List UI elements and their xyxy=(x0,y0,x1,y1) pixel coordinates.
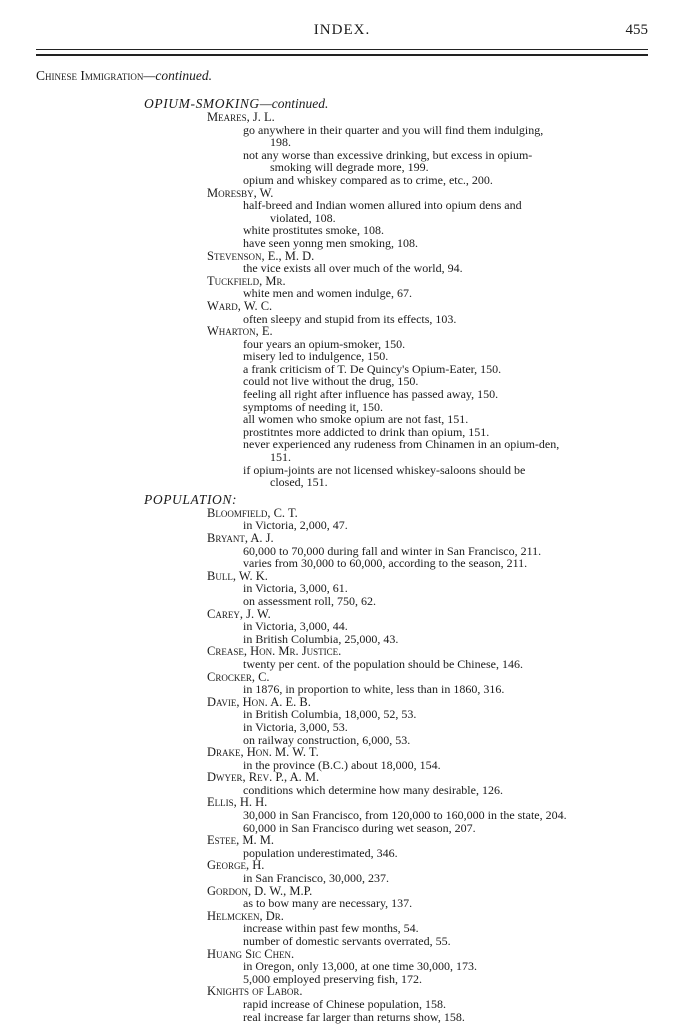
entry-line-continuation: closed, 151. xyxy=(270,475,328,490)
section-title xyxy=(144,493,684,507)
entry-name: Drake, Hon. M. W. T. xyxy=(207,745,319,760)
entry-name: Moresby, W. xyxy=(207,185,274,200)
entry-line xyxy=(0,759,684,772)
entry-name: George, H. xyxy=(207,858,265,873)
entry-line-continuation: 151. xyxy=(270,450,291,465)
index-entry xyxy=(0,325,684,489)
entry-line-continuation: violated, 108. xyxy=(270,210,336,225)
entry-line xyxy=(0,822,684,835)
entry-name: Carey, J. W. xyxy=(207,606,271,621)
entry-name: Estee, M. M. xyxy=(207,833,274,848)
entry-line-text: 5,000 employed preserving fish, 172. xyxy=(243,971,422,986)
entry-line xyxy=(0,847,684,860)
entry-line xyxy=(0,262,684,275)
entry-line-text: often sleepy and stupid from its effects, 103. xyxy=(243,311,457,326)
entry-line-text: in British Columbia, 25,000, 43. xyxy=(243,631,399,646)
index-entry xyxy=(0,570,684,608)
entry-line xyxy=(0,973,684,986)
entry-line xyxy=(0,149,684,174)
index-entry xyxy=(0,608,684,646)
entry-line-text: conditions which determine how many desirable, 126. xyxy=(243,782,503,797)
index-entry xyxy=(0,985,684,1023)
entry-name: Bryant, A. J. xyxy=(207,531,274,545)
entry-line-text: 60,000 in San Francisco during wet season, 207. xyxy=(243,820,476,835)
index-entry xyxy=(0,532,684,570)
index-entry xyxy=(0,671,684,696)
entry-line-text: white prostitutes smoke, 108. xyxy=(243,223,384,238)
entry-line-text: all women who smoke opium are not fast, 151. xyxy=(243,412,469,427)
entry-line-text: in Victoria, 3,000, 44. xyxy=(243,619,348,634)
index-entry xyxy=(0,910,684,948)
index-entry xyxy=(0,696,684,746)
page-header-title: INDEX. xyxy=(313,22,371,38)
entry-line-text: as to bow many are necessary, 137. xyxy=(243,896,413,911)
section-title-continued: : xyxy=(232,491,237,507)
entry-line xyxy=(0,438,684,463)
entry-line-text: 30,000 in San Francisco, from 120,000 to 160,000 in the state, 204. xyxy=(243,808,567,823)
entry-line-text: twenty per cent. of the population should be Chinese, 146. xyxy=(243,656,523,671)
entry-line xyxy=(0,734,684,747)
entry-line-text: could not live without the drug, 150. xyxy=(243,374,419,389)
entry-line-text: real increase far larger than returns show, 158. xyxy=(243,1009,465,1024)
entry-line xyxy=(0,199,684,224)
entry-line-text: prostitntes more addicted to drink than opium, 151. xyxy=(243,424,490,439)
entry-line-text: rapid increase of Chinese population, 158. xyxy=(243,996,446,1011)
entry-line-text: increase within past few months, 54. xyxy=(243,921,419,936)
entry-line xyxy=(0,658,684,671)
entry-name: Wharton, E. xyxy=(207,324,273,339)
entry-line-text: if opium-joints are not licensed whiskey-saloons should be xyxy=(243,462,526,477)
index-entry xyxy=(0,771,684,796)
entry-line-text: in British Columbia, 18,000, 52, 53. xyxy=(243,707,417,722)
header-rule-thin xyxy=(36,49,648,50)
entry-line xyxy=(0,935,684,948)
index-entry xyxy=(0,948,684,986)
entry-line xyxy=(0,683,684,696)
entry-line-text: four years an opium-smoker, 150. xyxy=(243,336,406,351)
entry-line-text: feeling all right after influence has passed away, 150. xyxy=(243,387,499,402)
index-entry xyxy=(0,746,684,771)
section-title-continued: —continued. xyxy=(259,96,329,111)
entry-name: Bloomfield, C. T. xyxy=(207,505,298,520)
entry-name: Meares, J. L. xyxy=(207,110,275,124)
index-entry xyxy=(0,275,684,300)
entry-line-text: in Victoria, 3,000, 53. xyxy=(243,719,348,734)
section-title xyxy=(144,97,684,111)
page-number: 455 xyxy=(625,22,648,38)
entry-line-text: not any worse than excessive drinking, but excess in opium- xyxy=(243,147,533,162)
entry-line-text: population underestimated, 346. xyxy=(243,845,398,860)
entry-line xyxy=(0,1011,684,1024)
entry-line-text: have seen yonng men smoking, 108. xyxy=(243,235,418,250)
entry-line-text: half-breed and Indian women allured into opium dens and xyxy=(243,198,522,213)
entry-line xyxy=(0,595,684,608)
entry-name: Tuckfield, Mr. xyxy=(207,273,286,288)
running-head xyxy=(0,22,684,42)
index-entry xyxy=(0,796,684,834)
entry-line xyxy=(0,313,684,326)
entry-line-text: on assessment roll, 750, 62. xyxy=(243,593,376,608)
main-heading-continued: —continued. xyxy=(143,68,212,83)
index-sections xyxy=(0,97,684,1023)
entry-line xyxy=(0,872,684,885)
index-entry xyxy=(0,111,684,187)
entry-line xyxy=(0,287,684,300)
index-content xyxy=(0,68,684,1023)
entry-name: Helmcken, Dr. xyxy=(207,908,284,923)
entry-name: Ellis, H. H. xyxy=(207,795,268,810)
entry-line xyxy=(0,784,684,797)
section-title-text: OPIUM-SMOKING xyxy=(144,96,260,111)
index-entry xyxy=(0,859,684,884)
entry-name: Gordon, D. W., M.P. xyxy=(207,883,313,898)
entry-line-text: number of domestic servants overrated, 55. xyxy=(243,934,451,948)
entry-line xyxy=(0,464,684,489)
index-entry xyxy=(0,645,684,670)
index-entry xyxy=(0,834,684,859)
entry-line-text: never experienced any rudeness from Chinamen in an opium-den, xyxy=(243,437,560,452)
entry-name: Knights of Labor. xyxy=(207,984,303,999)
entry-line-text: in 1876, in proportion to white, less than in 1860, 316. xyxy=(243,682,505,697)
section-title-text: POPULATION xyxy=(144,491,233,507)
entry-line-text: opium and whiskey compared as to crime, etc., 200. xyxy=(243,172,493,187)
entry-line-text: in San Francisco, 30,000, 237. xyxy=(243,871,389,886)
entry-line xyxy=(0,237,684,250)
index-entry xyxy=(0,885,684,910)
entry-line xyxy=(0,897,684,910)
entry-line-text: in the province (B.C.) about 18,000, 154. xyxy=(243,757,441,772)
entry-line-text: in Victoria, 2,000, 47. xyxy=(243,518,348,533)
entry-name: Davie, Hon. A. E. B. xyxy=(207,694,311,709)
index-entry xyxy=(0,187,684,250)
entry-line-text: a frank criticism of T. De Quincy's Opium-Eater, 150. xyxy=(243,361,502,376)
entry-name: Stevenson, E., M. D. xyxy=(207,248,315,263)
entry-line-text: in Victoria, 3,000, 61. xyxy=(243,581,348,596)
entry-name: Ward, W. C. xyxy=(207,298,273,313)
header-rule-thick xyxy=(36,54,648,56)
main-heading xyxy=(36,68,684,84)
index-entry xyxy=(0,507,684,532)
entry-line-text: varies from 30,000 to 60,000, according to the season, 211. xyxy=(243,556,528,571)
entry-line-text: on railway construction, 6,000, 53. xyxy=(243,732,411,747)
entry-name: Bull, W. K. xyxy=(207,568,268,583)
index-entry xyxy=(0,300,684,325)
main-heading-title: Chinese Immigration xyxy=(36,68,144,83)
entry-line-text: go anywhere in their quarter and you will find them indulging, xyxy=(243,122,544,137)
entry-line-text: 60,000 to 70,000 during fall and winter in San Francisco, 211. xyxy=(243,543,542,558)
entry-line xyxy=(0,174,684,187)
entry-name: Huang Sic Chen. xyxy=(207,946,295,961)
entry-line xyxy=(0,557,684,570)
entry-name: Dwyer, Rev. P., A. M. xyxy=(207,770,320,785)
entry-line-text: white men and women indulge, 67. xyxy=(243,286,412,301)
entry-line xyxy=(0,633,684,646)
entry-line-continuation: smoking will degrade more, 199. xyxy=(270,160,429,175)
entry-line xyxy=(0,519,684,532)
entry-line-text: misery led to indulgence, 150. xyxy=(243,349,389,364)
entry-name: Crocker, C. xyxy=(207,669,270,684)
entry-line xyxy=(0,124,684,149)
index-entry xyxy=(0,250,684,275)
entry-line-continuation: 198. xyxy=(270,135,291,150)
entry-name: Crease, Hon. Mr. Justice. xyxy=(207,644,342,659)
entry-line-text: the vice exists all over much of the world, 94. xyxy=(243,261,463,276)
entry-line-text: symptoms of needing it, 150. xyxy=(243,399,383,414)
entry-line-text: in Oregon, only 13,000, at one time 30,000, 173. xyxy=(243,959,477,974)
